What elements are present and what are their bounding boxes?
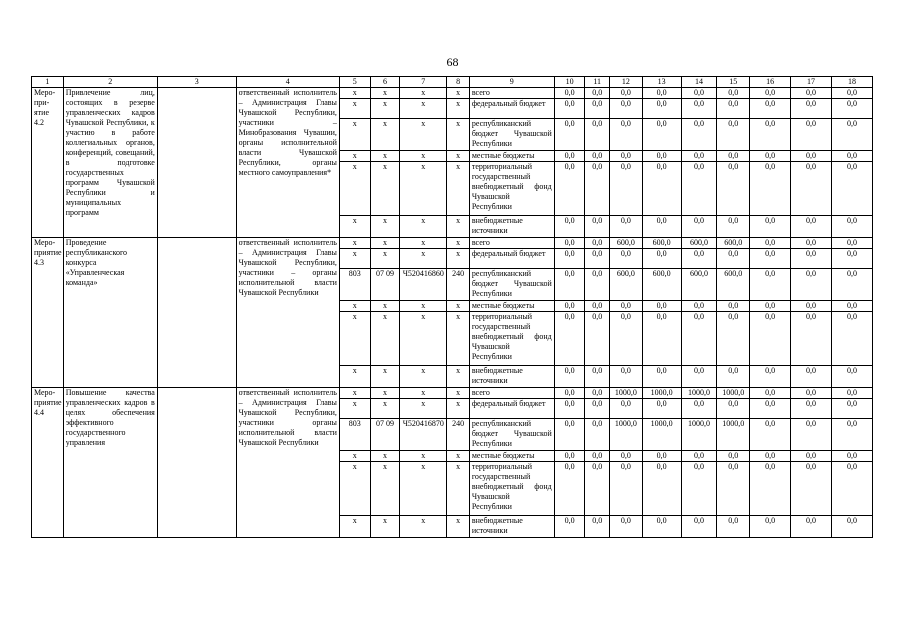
classification-code-cell: x <box>447 388 470 399</box>
amount-cell: 1000,0 <box>681 388 717 399</box>
amount-cell: 600,0 <box>642 238 681 249</box>
column-number: 7 <box>400 77 447 88</box>
classification-code-cell: x <box>370 462 400 516</box>
amount-cell: 0,0 <box>791 119 832 151</box>
amount-cell: 1000,0 <box>642 388 681 399</box>
classification-code-cell: x <box>339 451 370 462</box>
column-number: 11 <box>585 77 610 88</box>
amount-cell: 0,0 <box>831 388 872 399</box>
classification-code-cell: x <box>339 151 370 162</box>
amount-cell: 0,0 <box>750 249 791 269</box>
funding-source-cell: федеральный бюджет <box>469 399 554 419</box>
amount-cell: 0,0 <box>554 419 585 451</box>
amount-cell: 0,0 <box>831 269 872 301</box>
amount-cell: 0,0 <box>681 462 717 516</box>
amount-cell: 0,0 <box>609 249 642 269</box>
amount-cell: 0,0 <box>717 99 750 119</box>
classification-code-cell: x <box>400 162 447 216</box>
amount-cell: 0,0 <box>717 516 750 538</box>
amount-cell: 0,0 <box>642 301 681 312</box>
classification-code-cell: x <box>447 216 470 238</box>
amount-cell: 0,0 <box>585 312 610 366</box>
classification-code-cell: x <box>339 249 370 269</box>
amount-cell: 0,0 <box>831 162 872 216</box>
classification-code-cell: x <box>447 451 470 462</box>
classification-code-cell: x <box>339 516 370 538</box>
amount-cell: 0,0 <box>791 301 832 312</box>
classification-code-cell: x <box>339 238 370 249</box>
classification-code-cell: x <box>370 516 400 538</box>
classification-code-cell: x <box>400 516 447 538</box>
amount-cell: 0,0 <box>750 516 791 538</box>
amount-cell: 0,0 <box>554 462 585 516</box>
amount-cell: 0,0 <box>791 151 832 162</box>
amount-cell: 0,0 <box>585 249 610 269</box>
classification-code-cell: x <box>400 119 447 151</box>
classification-code-cell: x <box>339 162 370 216</box>
amount-cell: 0,0 <box>791 238 832 249</box>
amount-cell: 1000,0 <box>642 419 681 451</box>
classification-code-cell: x <box>339 388 370 399</box>
amount-cell: 0,0 <box>609 301 642 312</box>
amount-cell: 0,0 <box>681 451 717 462</box>
amount-cell: 0,0 <box>831 88 872 99</box>
amount-cell: 0,0 <box>791 269 832 301</box>
amount-cell: 0,0 <box>585 451 610 462</box>
funding-source-cell: всего <box>469 388 554 399</box>
amount-cell: 0,0 <box>831 366 872 388</box>
classification-code-cell: x <box>370 399 400 419</box>
amount-cell: 0,0 <box>750 119 791 151</box>
amount-cell: 0,0 <box>750 462 791 516</box>
classification-code-cell: x <box>370 216 400 238</box>
funding-source-cell: территориальный государственный внебюджетный фонд Чувашской Республики <box>469 162 554 216</box>
classification-code-cell: x <box>400 216 447 238</box>
column-number: 2 <box>63 77 157 88</box>
amount-cell: 0,0 <box>791 388 832 399</box>
amount-cell: 0,0 <box>609 151 642 162</box>
amount-cell: 0,0 <box>642 399 681 419</box>
amount-cell: 0,0 <box>750 269 791 301</box>
amount-cell: 0,0 <box>609 216 642 238</box>
column-3-cell <box>157 238 236 388</box>
amount-cell: 0,0 <box>642 119 681 151</box>
classification-code-cell: x <box>447 462 470 516</box>
amount-cell: 0,0 <box>750 151 791 162</box>
amount-cell: 0,0 <box>609 516 642 538</box>
amount-cell: 0,0 <box>585 301 610 312</box>
classification-code-cell: x <box>339 119 370 151</box>
amount-cell: 0,0 <box>642 151 681 162</box>
classification-code-cell: Ч520416860 <box>400 269 447 301</box>
funding-source-cell: территориальный государственный внебюджетный фонд Чувашской Республики <box>469 312 554 366</box>
funding-source-cell: федеральный бюджет <box>469 99 554 119</box>
classification-code-cell: x <box>370 388 400 399</box>
classification-code-cell: x <box>370 151 400 162</box>
amount-cell: 0,0 <box>831 516 872 538</box>
amount-cell: 0,0 <box>750 99 791 119</box>
amount-cell: 0,0 <box>554 119 585 151</box>
column-number: 6 <box>370 77 400 88</box>
funding-source-cell: всего <box>469 88 554 99</box>
amount-cell: 1000,0 <box>681 419 717 451</box>
classification-code-cell: x <box>339 99 370 119</box>
amount-cell: 0,0 <box>717 151 750 162</box>
amount-cell: 0,0 <box>717 162 750 216</box>
amount-cell: 0,0 <box>681 301 717 312</box>
classification-code-cell: x <box>400 388 447 399</box>
classification-code-cell: x <box>447 312 470 366</box>
classification-code-cell: x <box>447 399 470 419</box>
column-number: 10 <box>554 77 585 88</box>
event-cell: Меро- приятие 4.3 <box>32 238 64 388</box>
amount-cell: 0,0 <box>554 399 585 419</box>
amount-cell: 0,0 <box>750 238 791 249</box>
amount-cell: 0,0 <box>831 312 872 366</box>
classification-code-cell: x <box>400 238 447 249</box>
classification-code-cell: x <box>447 99 470 119</box>
amount-cell: 0,0 <box>681 151 717 162</box>
amount-cell: 0,0 <box>681 99 717 119</box>
amount-cell: 0,0 <box>717 216 750 238</box>
classification-code-cell: x <box>447 88 470 99</box>
amount-cell: 0,0 <box>554 99 585 119</box>
classification-code-cell: x <box>447 516 470 538</box>
classification-code-cell: 07 09 <box>370 269 400 301</box>
classification-code-cell: x <box>400 99 447 119</box>
amount-cell: 0,0 <box>717 451 750 462</box>
amount-cell: 0,0 <box>717 312 750 366</box>
classification-code-cell: x <box>339 88 370 99</box>
amount-cell: 0,0 <box>554 312 585 366</box>
amount-cell: 0,0 <box>554 388 585 399</box>
amount-cell: 0,0 <box>681 516 717 538</box>
funding-source-cell: местные бюджеты <box>469 451 554 462</box>
classification-code-cell: x <box>447 301 470 312</box>
classification-code-cell: x <box>370 99 400 119</box>
amount-cell: 0,0 <box>609 462 642 516</box>
amount-cell: 1000,0 <box>609 419 642 451</box>
amount-cell: 0,0 <box>831 399 872 419</box>
funding-source-cell: республиканский бюджет Чувашской Республики <box>469 269 554 301</box>
column-number: 8 <box>447 77 470 88</box>
table-row <box>32 88 873 99</box>
funding-source-cell: внебюджетные источники <box>469 216 554 238</box>
event-cell: Меро- при- ятие 4.2 <box>32 88 64 238</box>
amount-cell: 0,0 <box>642 88 681 99</box>
amount-cell: 0,0 <box>791 216 832 238</box>
budget-table <box>31 76 873 538</box>
amount-cell: 0,0 <box>642 366 681 388</box>
amount-cell: 0,0 <box>585 366 610 388</box>
amount-cell: 0,0 <box>791 399 832 419</box>
amount-cell: 0,0 <box>585 388 610 399</box>
classification-code-cell: Ч520416870 <box>400 419 447 451</box>
amount-cell: 0,0 <box>750 162 791 216</box>
amount-cell: 0,0 <box>642 162 681 216</box>
amount-cell: 0,0 <box>554 366 585 388</box>
amount-cell: 0,0 <box>554 301 585 312</box>
amount-cell: 0,0 <box>750 451 791 462</box>
amount-cell: 1000,0 <box>717 419 750 451</box>
table-row <box>32 238 873 249</box>
measure-name-cell: Проведение республиканского конкурса «Управленческая команда» <box>63 238 157 388</box>
classification-code-cell: x <box>400 451 447 462</box>
amount-cell: 0,0 <box>554 151 585 162</box>
amount-cell: 0,0 <box>585 238 610 249</box>
amount-cell: 0,0 <box>681 312 717 366</box>
classification-code-cell: x <box>339 301 370 312</box>
amount-cell: 0,0 <box>681 366 717 388</box>
amount-cell: 0,0 <box>831 216 872 238</box>
classification-code-cell: 803 <box>339 419 370 451</box>
column-number: 15 <box>717 77 750 88</box>
amount-cell: 0,0 <box>831 451 872 462</box>
amount-cell: 0,0 <box>642 99 681 119</box>
amount-cell: 0,0 <box>642 312 681 366</box>
amount-cell: 0,0 <box>717 119 750 151</box>
classification-code-cell: x <box>339 462 370 516</box>
funding-source-cell: местные бюджеты <box>469 151 554 162</box>
amount-cell: 0,0 <box>585 269 610 301</box>
amount-cell: 0,0 <box>750 312 791 366</box>
classification-code-cell: x <box>400 88 447 99</box>
amount-cell: 0,0 <box>831 301 872 312</box>
funding-source-cell: внебюджетные источники <box>469 366 554 388</box>
classification-code-cell: x <box>370 249 400 269</box>
classification-code-cell: 803 <box>339 269 370 301</box>
amount-cell: 0,0 <box>681 216 717 238</box>
amount-cell: 0,0 <box>585 162 610 216</box>
classification-code-cell: x <box>400 312 447 366</box>
classification-code-cell: x <box>447 119 470 151</box>
amount-cell: 0,0 <box>750 419 791 451</box>
amount-cell: 600,0 <box>717 238 750 249</box>
classification-code-cell: x <box>370 312 400 366</box>
amount-cell: 0,0 <box>750 216 791 238</box>
amount-cell: 0,0 <box>642 516 681 538</box>
amount-cell: 0,0 <box>585 88 610 99</box>
column-3-cell <box>157 88 236 238</box>
amount-cell: 0,0 <box>609 366 642 388</box>
amount-cell: 0,0 <box>585 216 610 238</box>
amount-cell: 0,0 <box>717 399 750 419</box>
amount-cell: 0,0 <box>717 301 750 312</box>
amount-cell: 0,0 <box>642 462 681 516</box>
funding-source-cell: республиканский бюджет Чувашской Республики <box>469 419 554 451</box>
amount-cell: 0,0 <box>585 119 610 151</box>
classification-code-cell: x <box>400 462 447 516</box>
amount-cell: 0,0 <box>791 249 832 269</box>
amount-cell: 600,0 <box>642 269 681 301</box>
classification-code-cell: x <box>370 88 400 99</box>
column-number: 1 <box>32 77 64 88</box>
header-row <box>32 77 873 88</box>
amount-cell: 0,0 <box>609 162 642 216</box>
classification-code-cell: x <box>447 162 470 216</box>
amount-cell: 0,0 <box>791 451 832 462</box>
classification-code-cell: x <box>339 216 370 238</box>
amount-cell: 0,0 <box>642 216 681 238</box>
classification-code-cell: x <box>447 238 470 249</box>
amount-cell: 0,0 <box>642 451 681 462</box>
amount-cell: 0,0 <box>609 88 642 99</box>
amount-cell: 0,0 <box>831 462 872 516</box>
funding-source-cell: республиканский бюджет Чувашской Республики <box>469 119 554 151</box>
page-number: 68 <box>446 55 459 69</box>
classification-code-cell: x <box>400 249 447 269</box>
amount-cell: 0,0 <box>831 238 872 249</box>
amount-cell: 600,0 <box>681 269 717 301</box>
amount-cell: 0,0 <box>609 99 642 119</box>
funding-source-cell: местные бюджеты <box>469 301 554 312</box>
amount-cell: 600,0 <box>717 269 750 301</box>
column-number: 14 <box>681 77 717 88</box>
responsible-cell: ответственный исполнитель – Администрация Главы Чувашской Республики, участники – органы исполнительной власти Чувашской Республики <box>236 238 339 388</box>
column-3-cell <box>157 388 236 538</box>
column-number: 9 <box>469 77 554 88</box>
amount-cell: 0,0 <box>585 419 610 451</box>
classification-code-cell: x <box>447 249 470 269</box>
amount-cell: 0,0 <box>831 119 872 151</box>
amount-cell: 0,0 <box>717 249 750 269</box>
classification-code-cell: 07 09 <box>370 419 400 451</box>
amount-cell: 1000,0 <box>717 388 750 399</box>
column-number: 3 <box>157 77 236 88</box>
classification-code-cell: x <box>400 301 447 312</box>
classification-code-cell: x <box>370 366 400 388</box>
amount-cell: 0,0 <box>585 516 610 538</box>
classification-code-cell: x <box>447 366 470 388</box>
amount-cell: 0,0 <box>750 366 791 388</box>
table-row <box>32 388 873 399</box>
amount-cell: 0,0 <box>717 88 750 99</box>
amount-cell: 0,0 <box>750 399 791 419</box>
amount-cell: 0,0 <box>750 388 791 399</box>
amount-cell: 0,0 <box>791 312 832 366</box>
classification-code-cell: x <box>339 399 370 419</box>
classification-code-cell: x <box>400 399 447 419</box>
classification-code-cell: x <box>370 238 400 249</box>
funding-source-cell: всего <box>469 238 554 249</box>
amount-cell: 0,0 <box>831 419 872 451</box>
amount-cell: 0,0 <box>791 516 832 538</box>
measure-name-cell: Привлечение лиц, состоящих в резерве управленческих кадров Чувашской Республики, к участию в работе коллегиальных органов, конференций, совещаний, в подготовке государственных программ Чувашской Республики и муниципальных программ <box>63 88 157 238</box>
column-number: 18 <box>831 77 872 88</box>
classification-code-cell: 240 <box>447 419 470 451</box>
column-number: 4 <box>236 77 339 88</box>
amount-cell: 0,0 <box>554 162 585 216</box>
amount-cell: 600,0 <box>609 269 642 301</box>
amount-cell: 0,0 <box>554 238 585 249</box>
classification-code-cell: 240 <box>447 269 470 301</box>
amount-cell: 0,0 <box>791 99 832 119</box>
measure-name-cell: Повышение качества управленческих кадров в целях обеспечения эффективного государственного управления <box>63 388 157 538</box>
amount-cell: 0,0 <box>609 451 642 462</box>
classification-code-cell: x <box>339 366 370 388</box>
amount-cell: 0,0 <box>831 151 872 162</box>
amount-cell: 0,0 <box>554 269 585 301</box>
amount-cell: 0,0 <box>681 119 717 151</box>
amount-cell: 0,0 <box>609 399 642 419</box>
amount-cell: 0,0 <box>609 312 642 366</box>
classification-code-cell: x <box>370 451 400 462</box>
responsible-cell: ответственный исполнитель – Администрация Главы Чувашской Республики, участники – Минобразования Чувашии, органы исполнительной власти Чувашской Республики, органы местного самоуправления* <box>236 88 339 238</box>
column-number: 16 <box>750 77 791 88</box>
amount-cell: 0,0 <box>609 119 642 151</box>
amount-cell: 0,0 <box>717 462 750 516</box>
event-cell: Меро- приятие 4.4 <box>32 388 64 538</box>
amount-cell: 0,0 <box>750 301 791 312</box>
amount-cell: 0,0 <box>791 419 832 451</box>
column-number: 17 <box>791 77 832 88</box>
amount-cell: 0,0 <box>791 366 832 388</box>
responsible-cell: ответственный исполнитель – Администрация Главы Чувашской Республики, участники органы исполнительной власти Чувашской Республики <box>236 388 339 538</box>
amount-cell: 0,0 <box>554 516 585 538</box>
amount-cell: 600,0 <box>609 238 642 249</box>
amount-cell: 0,0 <box>554 216 585 238</box>
amount-cell: 0,0 <box>585 462 610 516</box>
amount-cell: 0,0 <box>585 99 610 119</box>
amount-cell: 0,0 <box>681 162 717 216</box>
amount-cell: 0,0 <box>554 249 585 269</box>
classification-code-cell: x <box>370 119 400 151</box>
amount-cell: 0,0 <box>831 99 872 119</box>
classification-code-cell: x <box>400 366 447 388</box>
classification-code-cell: x <box>370 162 400 216</box>
amount-cell: 600,0 <box>681 238 717 249</box>
amount-cell: 0,0 <box>554 451 585 462</box>
amount-cell: 0,0 <box>717 366 750 388</box>
amount-cell: 0,0 <box>791 162 832 216</box>
funding-source-cell: территориальный государственный внебюджетный фонд Чувашской Республики <box>469 462 554 516</box>
amount-cell: 0,0 <box>554 88 585 99</box>
amount-cell: 0,0 <box>642 249 681 269</box>
amount-cell: 0,0 <box>681 249 717 269</box>
column-number: 13 <box>642 77 681 88</box>
column-number: 5 <box>339 77 370 88</box>
amount-cell: 0,0 <box>585 399 610 419</box>
classification-code-cell: x <box>370 301 400 312</box>
amount-cell: 0,0 <box>831 249 872 269</box>
amount-cell: 0,0 <box>791 88 832 99</box>
classification-code-cell: x <box>447 151 470 162</box>
funding-source-cell: внебюджетные источники <box>469 516 554 538</box>
amount-cell: 0,0 <box>585 151 610 162</box>
amount-cell: 0,0 <box>681 399 717 419</box>
funding-source-cell: федеральный бюджет <box>469 249 554 269</box>
classification-code-cell: x <box>339 312 370 366</box>
amount-cell: 0,0 <box>681 88 717 99</box>
amount-cell: 0,0 <box>750 88 791 99</box>
column-number: 12 <box>609 77 642 88</box>
amount-cell: 1000,0 <box>609 388 642 399</box>
amount-cell: 0,0 <box>791 462 832 516</box>
classification-code-cell: x <box>400 151 447 162</box>
